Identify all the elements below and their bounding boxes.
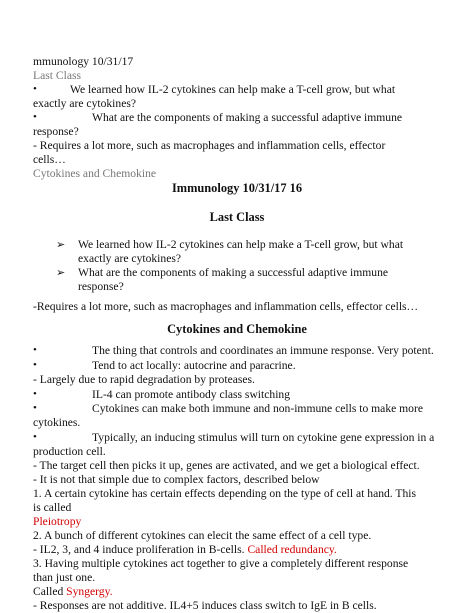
bullet-icon: • xyxy=(33,111,37,123)
doc-synergy: Syngergy. xyxy=(66,585,113,598)
bullet-icon: • xyxy=(33,388,37,400)
doc-numbered1-line1: 1. A certain cytokine has certain effects depending on the type of cell at hand. This xyxy=(33,487,417,500)
notes-q1-line1: We learned how IL-2 cytokines can help make a T-cell grow, but what xyxy=(70,83,396,96)
doc-title: Immunology 10/31/17 16 xyxy=(171,181,303,195)
bullet-icon: • xyxy=(33,431,37,443)
doc-bullet5-line2: production cell. xyxy=(33,445,106,458)
bullet-icon: • xyxy=(33,83,37,95)
doc-line-target-cell: - The target cell then picks it up, genes are activated, and we get a biological effect. xyxy=(33,459,420,472)
notes-cytokines-heading: Cytokines and Chemokine xyxy=(33,167,157,180)
doc-redundancy: Called redundancy. xyxy=(247,543,337,556)
bullet-icon: • xyxy=(33,359,37,371)
doc-pleiotropy: Pleiotropy xyxy=(33,515,82,528)
doc-line-degradation: - Largely due to rapid degradation by proteases. xyxy=(33,373,255,386)
doc-numbered3-line1: 3. Having multiple cytokines act together to give a completely different response xyxy=(33,557,409,570)
doc-numbered1-line2: is called xyxy=(33,501,72,514)
notes-q2-line2: response? xyxy=(33,125,79,138)
bullet-icon: • xyxy=(33,344,37,356)
doc-called: Called xyxy=(33,585,64,598)
notes-last-class: Last Class xyxy=(33,69,81,82)
notes-q2-line1: What are the components of making a successful adaptive immune xyxy=(92,111,403,124)
arrow-bullet-icon: ➢ xyxy=(56,267,66,279)
bullet-icon: • xyxy=(33,402,37,414)
doc-q1-line2: exactly are cytokines? xyxy=(78,252,182,265)
doc-bullet2: Tend to act locally: autocrine and paracrine. xyxy=(92,359,296,372)
notes-q1-line2: exactly are cytokines? xyxy=(33,97,137,110)
doc-bullet3: IL-4 can promote antibody class switching xyxy=(92,388,291,401)
doc-bullet1: The thing that controls and coordinates an immune response. Very potent. xyxy=(92,344,434,357)
doc-line-responses: - Responses are not additive. IL4+5 induces class switch to IgE in B cells. xyxy=(33,599,377,612)
doc-cytokines-heading: Cytokines and Chemokine xyxy=(167,322,307,336)
doc-last-class-heading: Last Class xyxy=(209,210,265,224)
doc-numbered2: 2. A bunch of different cytokines can elecit the same effect of a cell type. xyxy=(33,529,372,542)
notes-requires-line1: - Requires a lot more, such as macrophages and inflammation cells, effector xyxy=(33,139,386,152)
doc-line-not-simple: - It is not that simple due to complex factors, described below xyxy=(33,473,320,486)
notes-requires-line2: cells… xyxy=(33,153,66,166)
doc-numbered3-line2: than just one. xyxy=(33,571,96,584)
doc-bullet4-line2: cytokines. xyxy=(33,416,81,429)
doc-bullet4-line1: Cytokines can make both immune and non-immune cells to make more xyxy=(92,402,423,415)
doc-q2-line1: What are the components of making a successful adaptive immune xyxy=(78,266,389,279)
doc-q1-line1: We learned how IL-2 cytokines can help make a T-cell grow, but what xyxy=(78,238,404,251)
doc-line-il-proliferation xyxy=(33,543,337,557)
doc-bullet5-line1: Typically, an inducing stimulus will turn on cytokine gene expression in a xyxy=(92,431,435,444)
doc-called-synergy xyxy=(33,585,113,599)
doc-q2-line2: response? xyxy=(78,280,124,293)
doc-requires: -Requires a lot more, such as macrophages and inflammation cells, effector cells… xyxy=(33,300,419,313)
arrow-bullet-icon: ➢ xyxy=(56,239,66,251)
notes-title: mmunology 10/31/17 xyxy=(33,55,134,68)
doc-line-il-proliferation-text: - IL2, 3, and 4 induce proliferation in B-cells. xyxy=(33,543,245,556)
